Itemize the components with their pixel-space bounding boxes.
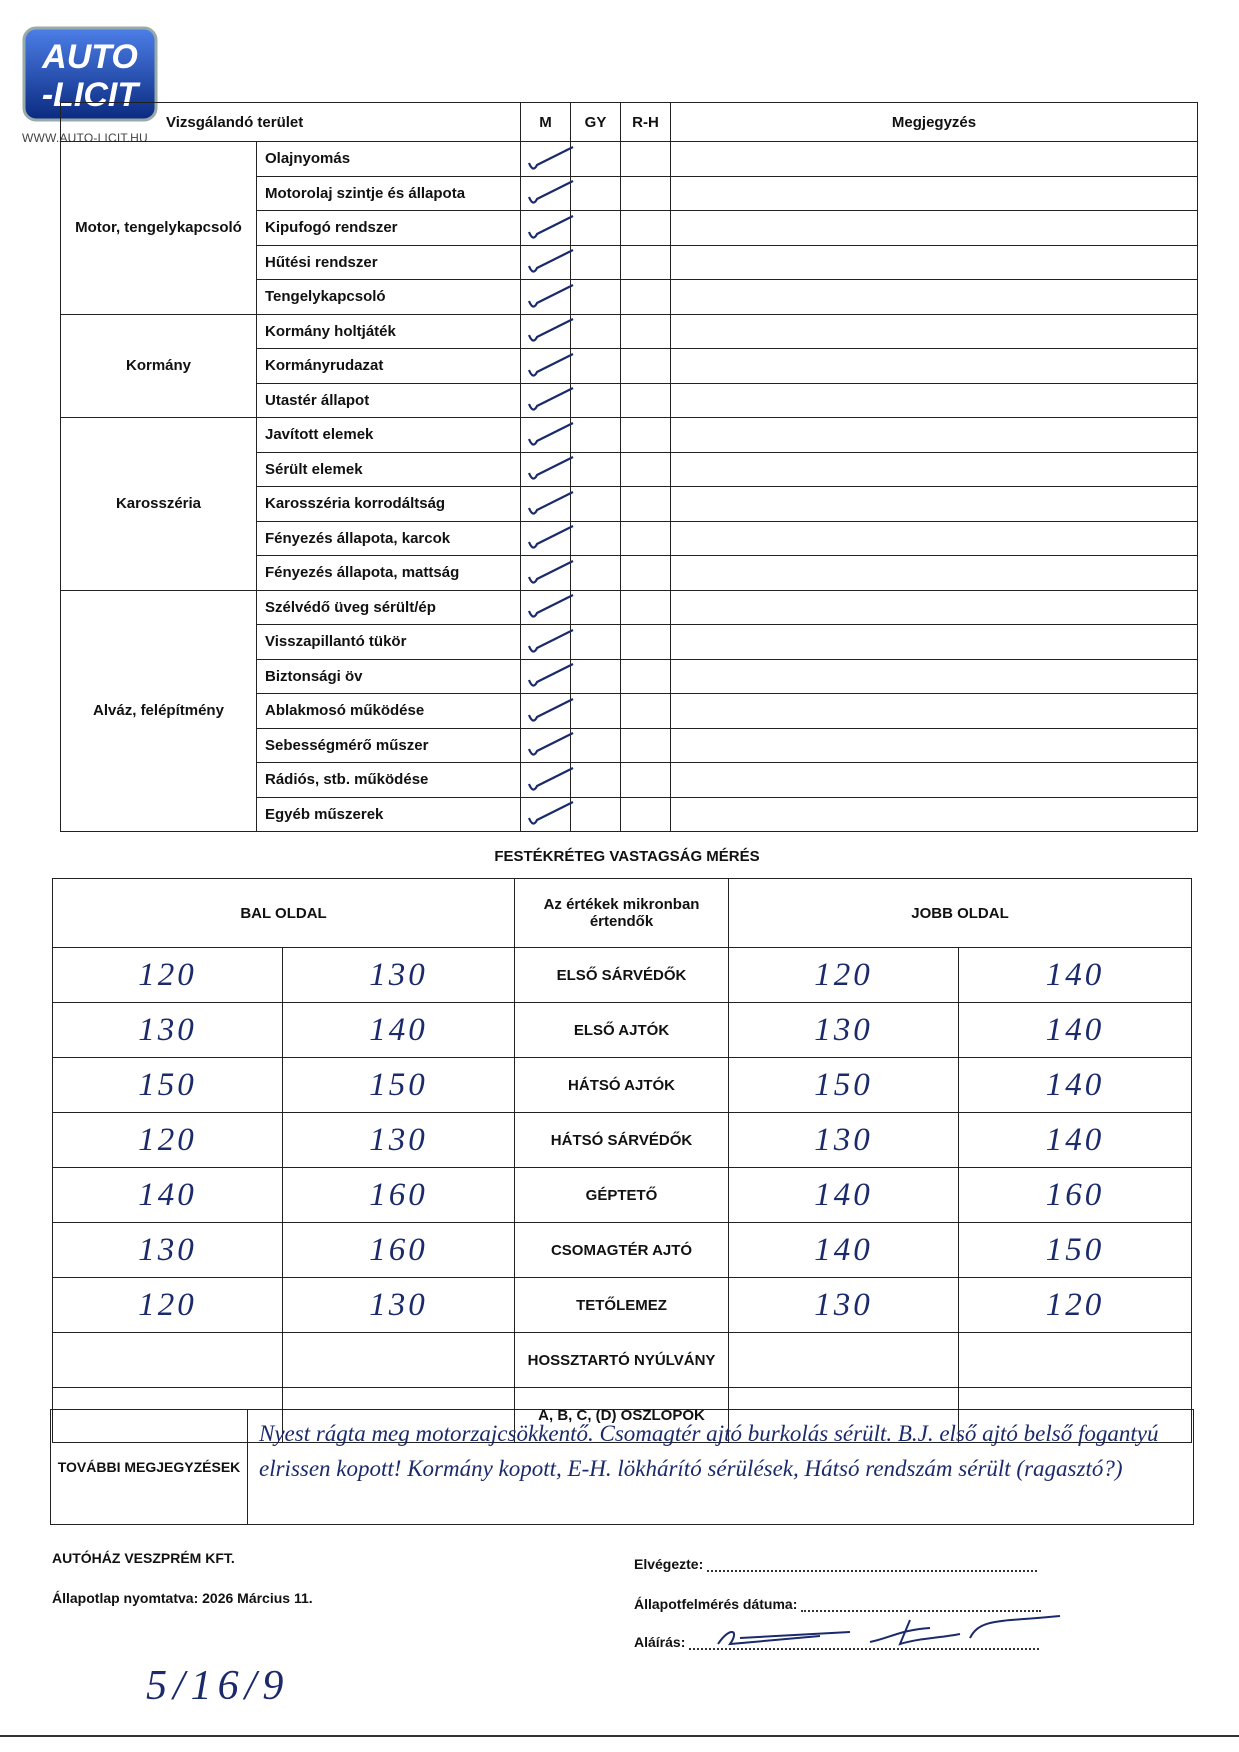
note-cell [671, 763, 1198, 798]
right-side-header: JOBB OLDAL [729, 879, 1192, 948]
rh-cell [621, 176, 671, 211]
left-side-header: BAL OLDAL [53, 879, 515, 948]
gy-cell [571, 245, 621, 280]
panel-label: ELSŐ AJTÓK [515, 1003, 729, 1058]
note-cell [671, 245, 1198, 280]
check-mark-icon [521, 557, 577, 589]
inspection-item: Olajnyomás [257, 142, 521, 177]
rh-cell [621, 383, 671, 418]
inspection-item: Biztonsági öv [257, 659, 521, 694]
m-cell [521, 625, 571, 660]
check-mark-icon [521, 419, 577, 451]
right-value-2: 150 [959, 1223, 1192, 1278]
note-cell [671, 418, 1198, 453]
right-value-1: 120 [729, 948, 959, 1003]
check-mark-icon [521, 695, 577, 727]
paint-row [53, 1333, 1192, 1388]
print-date: Állapotlap nyomtatva: 2026 Március 11. [52, 1590, 313, 1606]
panel-label: HÁTSÓ AJTÓK [515, 1058, 729, 1113]
check-mark-icon [521, 453, 577, 485]
header-gy: GY [571, 103, 621, 142]
handwritten-signature [700, 1608, 1070, 1654]
note-cell [671, 487, 1198, 522]
rh-cell [621, 763, 671, 798]
note-cell [671, 314, 1198, 349]
additional-notes-box [50, 1409, 1194, 1525]
right-value-1: 150 [729, 1058, 959, 1113]
paint-row [53, 1003, 1192, 1058]
left-value-2: 130 [283, 1278, 515, 1333]
left-value-2: 140 [283, 1003, 515, 1058]
rh-cell [621, 245, 671, 280]
left-value-1: 120 [53, 948, 283, 1003]
note-cell [671, 176, 1198, 211]
note-cell [671, 142, 1198, 177]
inspection-row [61, 314, 1198, 349]
m-cell [521, 383, 571, 418]
m-cell [521, 763, 571, 798]
gy-cell [571, 314, 621, 349]
paint-section-title: FESTÉKRÉTEG VASTAGSÁG MÉRÉS [494, 848, 760, 865]
m-cell [521, 314, 571, 349]
paint-row [53, 1058, 1192, 1113]
header-m: M [521, 103, 571, 142]
left-value-2: 160 [283, 1223, 515, 1278]
m-cell [521, 418, 571, 453]
header-note: Megjegyzés [671, 103, 1198, 142]
rh-cell [621, 521, 671, 556]
inspection-item: Kormányrudazat [257, 349, 521, 384]
m-cell [521, 280, 571, 315]
inspection-item: Visszapillantó tükör [257, 625, 521, 660]
check-mark-icon [521, 143, 577, 175]
inspection-item: Rádiós, stb. működése [257, 763, 521, 798]
inspection-item: Kipufogó rendszer [257, 211, 521, 246]
left-value-2: 150 [283, 1058, 515, 1113]
inspection-item: Fényezés állapota, karcok [257, 521, 521, 556]
gy-cell [571, 694, 621, 729]
right-value-1: 140 [729, 1223, 959, 1278]
bottom-rule [0, 1735, 1239, 1737]
inspection-item: Utastér állapot [257, 383, 521, 418]
note-cell [671, 659, 1198, 694]
rh-cell [621, 211, 671, 246]
gy-cell [571, 349, 621, 384]
check-mark-icon [521, 522, 577, 554]
gy-cell [571, 176, 621, 211]
right-value-2: 140 [959, 1113, 1192, 1168]
gy-cell [571, 521, 621, 556]
gy-cell [571, 625, 621, 660]
inspection-item: Hűtési rendszer [257, 245, 521, 280]
rh-cell [621, 349, 671, 384]
paint-row [53, 948, 1192, 1003]
panel-label: ELSŐ SÁRVÉDŐK [515, 948, 729, 1003]
gy-cell [571, 452, 621, 487]
m-cell [521, 556, 571, 591]
m-cell [521, 349, 571, 384]
panel-label: HÁTSÓ SÁRVÉDŐK [515, 1113, 729, 1168]
inspection-item: Fényezés állapota, mattság [257, 556, 521, 591]
right-value-2: 140 [959, 948, 1192, 1003]
left-value-2 [283, 1333, 515, 1388]
m-cell [521, 142, 571, 177]
done-by-label: Elvégezte: [634, 1556, 704, 1572]
panel-label: HOSSZTARTÓ NYÚLVÁNY [515, 1333, 729, 1388]
left-value-2: 130 [283, 948, 515, 1003]
m-cell [521, 211, 571, 246]
panel-label: TETŐLEMEZ [515, 1278, 729, 1333]
signature-label: Aláírás: [634, 1634, 686, 1650]
paint-row [53, 1168, 1192, 1223]
check-mark-icon [521, 177, 577, 209]
notes-label: TOVÁBBI MEGJEGYZÉSEK [51, 1410, 248, 1524]
rh-cell [621, 314, 671, 349]
inspection-row [61, 418, 1198, 453]
right-value-2 [959, 1333, 1192, 1388]
paint-row [53, 1223, 1192, 1278]
done-by-line [707, 1570, 1037, 1572]
category-cell: Karosszéria [61, 418, 257, 591]
note-cell [671, 383, 1198, 418]
check-mark-icon [521, 384, 577, 416]
left-value-1: 120 [53, 1113, 283, 1168]
note-cell [671, 556, 1198, 591]
rh-cell [621, 797, 671, 832]
gy-cell [571, 763, 621, 798]
paint-row [53, 1278, 1192, 1333]
check-mark-icon [521, 212, 577, 244]
category-cell: Alváz, felépítmény [61, 590, 257, 832]
gy-cell [571, 383, 621, 418]
note-cell [671, 625, 1198, 660]
gy-cell [571, 797, 621, 832]
gy-cell [571, 556, 621, 591]
right-value-1 [729, 1333, 959, 1388]
rh-cell [621, 142, 671, 177]
m-cell [521, 797, 571, 832]
right-value-1: 130 [729, 1278, 959, 1333]
inspection-item: Sérült elemek [257, 452, 521, 487]
gy-cell [571, 487, 621, 522]
note-cell [671, 349, 1198, 384]
rh-cell [621, 625, 671, 660]
m-cell [521, 521, 571, 556]
m-cell [521, 487, 571, 522]
m-cell [521, 728, 571, 763]
note-cell [671, 797, 1198, 832]
inspection-item: Szélvédő üveg sérült/ép [257, 590, 521, 625]
header-area: Vizsgálandó terület [61, 103, 521, 142]
gy-cell [571, 280, 621, 315]
left-value-1: 120 [53, 1278, 283, 1333]
gy-cell [571, 590, 621, 625]
left-value-1 [53, 1333, 283, 1388]
inspection-item: Javított elemek [257, 418, 521, 453]
right-value-2: 160 [959, 1168, 1192, 1223]
notes-handwritten-text: Nyest rágta meg motorzajcsökkentő. Csomagtér ajtó burkolás sérült. B.J. első ajtó belső fogantyú elrissen kopott! Kormány kopott, E-H. lökhárító sérülések, Hátsó rendszám sérült (ragasztó?) [259, 1421, 1159, 1481]
check-mark-icon [521, 281, 577, 313]
note-cell [671, 728, 1198, 763]
rh-cell [621, 452, 671, 487]
right-value-2: 140 [959, 1058, 1192, 1113]
note-cell [671, 280, 1198, 315]
inspection-row [61, 142, 1198, 177]
rh-cell [621, 728, 671, 763]
left-value-1: 130 [53, 1223, 283, 1278]
check-mark-icon [521, 764, 577, 796]
check-mark-icon [521, 729, 577, 761]
inspection-table [60, 102, 1198, 832]
inspection-item: Karosszéria korrodáltság [257, 487, 521, 522]
check-mark-icon [521, 350, 577, 382]
logo-line2: -LICIT [41, 76, 139, 114]
logo-line1: AUTO [42, 38, 138, 76]
m-cell [521, 245, 571, 280]
panel-label: GÉPTETŐ [515, 1168, 729, 1223]
note-cell [671, 452, 1198, 487]
note-cell [671, 694, 1198, 729]
m-cell [521, 176, 571, 211]
check-mark-icon [521, 488, 577, 520]
paint-row [53, 1113, 1192, 1168]
inspection-item: Ablakmosó működése [257, 694, 521, 729]
rh-cell [621, 590, 671, 625]
panel-label: A, B, C, (D) OSZLOPOK [515, 1388, 729, 1443]
left-value-2: 160 [283, 1168, 515, 1223]
check-mark-icon [521, 246, 577, 278]
unit-header: Az értékek mikronban értendők [515, 879, 729, 948]
inspection-row [61, 590, 1198, 625]
check-mark-icon [521, 660, 577, 692]
left-value-1: 150 [53, 1058, 283, 1113]
rh-cell [621, 280, 671, 315]
check-mark-icon [521, 626, 577, 658]
check-mark-icon [521, 591, 577, 623]
panel-label: CSOMAGTÉR AJTÓ [515, 1223, 729, 1278]
rh-cell [621, 659, 671, 694]
right-value-1: 130 [729, 1003, 959, 1058]
right-value-1: 140 [729, 1168, 959, 1223]
inspection-item: Kormány holtjáték [257, 314, 521, 349]
date-label: Állapotfelmérés dátuma: [634, 1596, 798, 1612]
m-cell [521, 659, 571, 694]
category-cell: Motor, tengelykapcsoló [61, 142, 257, 315]
gy-cell [571, 728, 621, 763]
inspection-item: Egyéb műszerek [257, 797, 521, 832]
note-cell [671, 521, 1198, 556]
m-cell [521, 452, 571, 487]
company-name: AUTÓHÁZ VESZPRÉM KFT. [52, 1550, 235, 1566]
gy-cell [571, 659, 621, 694]
note-cell [671, 590, 1198, 625]
header-rh: R-H [621, 103, 671, 142]
note-cell [671, 211, 1198, 246]
check-mark-icon [521, 315, 577, 347]
right-value-2: 140 [959, 1003, 1192, 1058]
inspection-item: Sebességmérő műszer [257, 728, 521, 763]
category-cell: Kormány [61, 314, 257, 418]
rh-cell [621, 694, 671, 729]
left-value-2: 130 [283, 1113, 515, 1168]
paint-thickness-table [52, 878, 1192, 1443]
m-cell [521, 694, 571, 729]
inspection-item: Motorolaj szintje és állapota [257, 176, 521, 211]
m-cell [521, 590, 571, 625]
rh-cell [621, 556, 671, 591]
logo-url: WWW.AUTO-LICIT.HU [22, 131, 148, 145]
right-value-2: 120 [959, 1278, 1192, 1333]
right-value-1: 130 [729, 1113, 959, 1168]
handwritten-code: 5/16/9 [146, 1663, 290, 1709]
gy-cell [571, 418, 621, 453]
rh-cell [621, 418, 671, 453]
gy-cell [571, 211, 621, 246]
left-value-1: 140 [53, 1168, 283, 1223]
check-mark-icon [521, 798, 577, 830]
rh-cell [621, 487, 671, 522]
inspection-item: Tengelykapcsoló [257, 280, 521, 315]
left-value-1: 130 [53, 1003, 283, 1058]
gy-cell [571, 142, 621, 177]
